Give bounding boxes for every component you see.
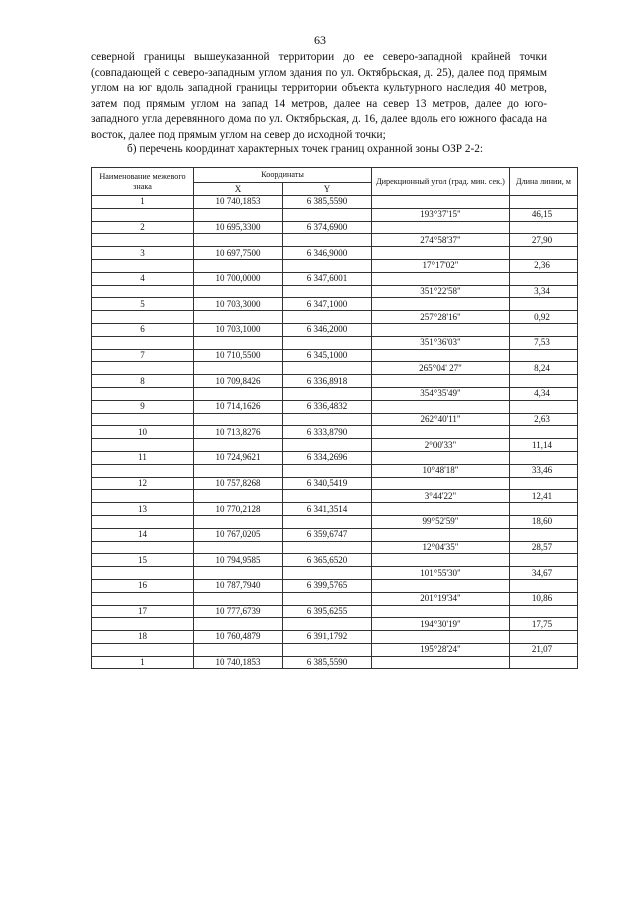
segment-angle-cell: 2°00'33" (372, 439, 510, 452)
empty-cell (510, 451, 578, 464)
segment-angle-cell: 101°55'30" (372, 567, 510, 580)
empty-cell (372, 196, 510, 209)
point-x-cell: 10 760,4879 (194, 631, 283, 644)
segment-length-cell: 27,90 (510, 234, 578, 247)
segment-angle-cell: 351°36'03" (372, 336, 510, 349)
segment-length-cell: 10,86 (510, 592, 578, 605)
table-row-point (92, 247, 578, 260)
empty-cell (510, 375, 578, 388)
table-row-point (92, 554, 578, 567)
empty-cell (372, 375, 510, 388)
point-x-cell: 10 740,1853 (194, 196, 283, 209)
empty-cell (92, 234, 194, 247)
point-y-cell: 6 399,5765 (283, 579, 372, 592)
point-x-cell: 10 703,1000 (194, 323, 283, 336)
header-angle: Дирекционный угол (град. мин. сек.) (372, 168, 510, 196)
point-x-cell: 10 794,9585 (194, 554, 283, 567)
empty-cell (92, 464, 194, 477)
empty-cell (283, 439, 372, 452)
segment-angle-cell: 257°28'16" (372, 311, 510, 324)
segment-length-cell: 3,34 (510, 285, 578, 298)
empty-cell (283, 464, 372, 477)
table-row-segment (92, 208, 578, 221)
point-y-cell: 6 395,6255 (283, 605, 372, 618)
empty-cell (283, 592, 372, 605)
empty-cell (92, 567, 194, 580)
point-name-cell: 7 (92, 349, 194, 362)
empty-cell (92, 285, 194, 298)
segment-angle-cell: 12°04'35" (372, 541, 510, 554)
point-y-cell: 6 385,5590 (283, 196, 372, 209)
empty-cell (194, 259, 283, 272)
segment-length-cell: 0,92 (510, 311, 578, 324)
empty-cell (92, 592, 194, 605)
point-name-cell: 15 (92, 554, 194, 567)
point-name-cell: 1 (92, 196, 194, 209)
segment-length-cell: 18,60 (510, 515, 578, 528)
empty-cell (194, 234, 283, 247)
point-y-cell: 6 336,8918 (283, 375, 372, 388)
empty-cell (283, 336, 372, 349)
empty-cell (372, 631, 510, 644)
point-y-cell: 6 359,6747 (283, 528, 372, 541)
table-row-segment (92, 362, 578, 375)
table-row-point (92, 196, 578, 209)
point-y-cell: 6 365,6520 (283, 554, 372, 567)
point-name-cell: 4 (92, 272, 194, 285)
table-row-segment (92, 413, 578, 426)
empty-cell (283, 618, 372, 631)
segment-angle-cell: 354°35'49" (372, 387, 510, 400)
table-row-segment (92, 490, 578, 503)
segment-angle-cell: 99°52'59" (372, 515, 510, 528)
point-name-cell: 2 (92, 221, 194, 234)
segment-angle-cell: 195°28'24" (372, 643, 510, 656)
segment-length-cell: 21,07 (510, 643, 578, 656)
table-row-point (92, 503, 578, 516)
point-x-cell: 10 697,7500 (194, 247, 283, 260)
empty-cell (92, 208, 194, 221)
empty-cell (283, 362, 372, 375)
empty-cell (283, 285, 372, 298)
header-length: Длина линии, м (510, 168, 578, 196)
empty-cell (194, 413, 283, 426)
point-x-cell: 10 703,3000 (194, 298, 283, 311)
point-name-cell: 17 (92, 605, 194, 618)
empty-cell (372, 247, 510, 260)
empty-cell (510, 631, 578, 644)
empty-cell (92, 490, 194, 503)
point-name-cell: 1 (92, 656, 194, 669)
empty-cell (372, 272, 510, 285)
empty-cell (194, 362, 283, 375)
empty-cell (372, 503, 510, 516)
segment-length-cell: 11,14 (510, 439, 578, 452)
segment-length-cell: 46,15 (510, 208, 578, 221)
empty-cell (92, 259, 194, 272)
point-y-cell: 6 341,3514 (283, 503, 372, 516)
empty-cell (510, 503, 578, 516)
empty-cell (372, 579, 510, 592)
point-y-cell: 6 336,4832 (283, 400, 372, 413)
empty-cell (510, 247, 578, 260)
point-x-cell: 10 713,8276 (194, 426, 283, 439)
table-row-segment (92, 515, 578, 528)
empty-cell (510, 349, 578, 362)
point-x-cell: 10 787,7940 (194, 579, 283, 592)
point-y-cell: 6 346,2000 (283, 323, 372, 336)
table-row-segment (92, 387, 578, 400)
empty-cell (510, 579, 578, 592)
table-row-point (92, 375, 578, 388)
table-row-segment (92, 311, 578, 324)
segment-length-cell: 4,34 (510, 387, 578, 400)
header-coordinates: Координаты (194, 168, 372, 183)
empty-cell (510, 656, 578, 669)
empty-cell (92, 413, 194, 426)
empty-cell (283, 567, 372, 580)
point-x-cell: 10 770,2128 (194, 503, 283, 516)
point-x-cell: 10 700,0000 (194, 272, 283, 285)
empty-cell (510, 400, 578, 413)
empty-cell (372, 349, 510, 362)
empty-cell (372, 656, 510, 669)
body-paragraph: северной границы вышеуказанной территории до ее северо-западной крайней точки (совпадающей с северо-западным углом здания по ул. Октябрьская, д. 25), далее под прямым углом на юг вдоль западной границы территории объекта культурного наследия 40 метров, затем под прямым углом на запад 14 метров, далее на север 13 метров, далее до юго-западного угла деревянного дома по ул. Октябрьская, д. 16, далее вдоль его южного фасада на восток, далее под прямым углом на север до исходной точки; (91, 51, 547, 141)
segment-angle-cell: 194°30'19" (372, 618, 510, 631)
empty-cell (194, 336, 283, 349)
segment-length-cell: 33,46 (510, 464, 578, 477)
empty-cell (92, 336, 194, 349)
point-x-cell: 10 709,8426 (194, 375, 283, 388)
segment-length-cell: 12,41 (510, 490, 578, 503)
empty-cell (194, 490, 283, 503)
segment-length-cell: 7,53 (510, 336, 578, 349)
segment-length-cell: 34,67 (510, 567, 578, 580)
table-row-point (92, 400, 578, 413)
table-body (92, 196, 578, 669)
header-y: Y (283, 183, 372, 196)
point-name-cell: 13 (92, 503, 194, 516)
empty-cell (194, 208, 283, 221)
empty-cell (510, 272, 578, 285)
point-y-cell: 6 334,2696 (283, 451, 372, 464)
point-y-cell: 6 345,1000 (283, 349, 372, 362)
table-row-segment (92, 618, 578, 631)
point-x-cell: 10 777,6739 (194, 605, 283, 618)
segment-angle-cell: 17°17'02" (372, 259, 510, 272)
table-row-point (92, 605, 578, 618)
empty-cell (194, 387, 283, 400)
empty-cell (283, 490, 372, 503)
empty-cell (194, 464, 283, 477)
empty-cell (92, 643, 194, 656)
segment-length-cell: 28,57 (510, 541, 578, 554)
table-row-point (92, 349, 578, 362)
table-row-point (92, 426, 578, 439)
empty-cell (283, 259, 372, 272)
empty-cell (283, 387, 372, 400)
table-row-point (92, 631, 578, 644)
point-name-cell: 11 (92, 451, 194, 464)
segment-angle-cell: 10°48'18" (372, 464, 510, 477)
empty-cell (194, 567, 283, 580)
empty-cell (283, 541, 372, 554)
table-row-point (92, 579, 578, 592)
empty-cell (372, 605, 510, 618)
segment-angle-cell: 201°19'34" (372, 592, 510, 605)
empty-cell (510, 605, 578, 618)
empty-cell (510, 426, 578, 439)
empty-cell (372, 528, 510, 541)
point-y-cell: 6 391,1792 (283, 631, 372, 644)
point-name-cell: 18 (92, 631, 194, 644)
empty-cell (92, 311, 194, 324)
page-number: 63 (314, 33, 326, 47)
segment-length-cell: 2,63 (510, 413, 578, 426)
table-row-segment (92, 336, 578, 349)
table-row-segment (92, 592, 578, 605)
point-x-cell: 10 767,0205 (194, 528, 283, 541)
table-row-point (92, 221, 578, 234)
point-x-cell: 10 710,5500 (194, 349, 283, 362)
empty-cell (92, 362, 194, 375)
empty-cell (194, 618, 283, 631)
empty-cell (92, 541, 194, 554)
segment-angle-cell: 3°44'22" (372, 490, 510, 503)
segment-angle-cell: 193°37'15" (372, 208, 510, 221)
point-name-cell: 6 (92, 323, 194, 336)
segment-length-cell: 2,36 (510, 259, 578, 272)
table-row-point (92, 298, 578, 311)
empty-cell (283, 208, 372, 221)
point-name-cell: 12 (92, 477, 194, 490)
point-x-cell: 10 714,1626 (194, 400, 283, 413)
point-y-cell: 6 333,8790 (283, 426, 372, 439)
header-name: Наименование межевого знака (92, 168, 194, 196)
empty-cell (372, 221, 510, 234)
empty-cell (92, 439, 194, 452)
point-y-cell: 6 347,6001 (283, 272, 372, 285)
point-y-cell: 6 385,5590 (283, 656, 372, 669)
point-x-cell: 10 757,8268 (194, 477, 283, 490)
empty-cell (194, 439, 283, 452)
empty-cell (283, 311, 372, 324)
empty-cell (372, 554, 510, 567)
segment-angle-cell: 351°22'58" (372, 285, 510, 298)
point-y-cell: 6 346,9000 (283, 247, 372, 260)
point-name-cell: 5 (92, 298, 194, 311)
empty-cell (510, 196, 578, 209)
empty-cell (510, 221, 578, 234)
empty-cell (372, 323, 510, 336)
empty-cell (194, 515, 283, 528)
empty-cell (372, 477, 510, 490)
point-x-cell: 10 724,9621 (194, 451, 283, 464)
segment-angle-cell: 265°04' 27" (372, 362, 510, 375)
table-row-segment (92, 439, 578, 452)
table-row-segment (92, 464, 578, 477)
table-row-point (92, 272, 578, 285)
empty-cell (510, 528, 578, 541)
table-row-segment (92, 234, 578, 247)
empty-cell (372, 426, 510, 439)
empty-cell (92, 515, 194, 528)
empty-cell (372, 451, 510, 464)
table-row-point (92, 323, 578, 336)
table-row-point (92, 477, 578, 490)
point-y-cell: 6 340,5419 (283, 477, 372, 490)
table-row-point (92, 528, 578, 541)
empty-cell (283, 413, 372, 426)
table-row-segment (92, 541, 578, 554)
point-name-cell: 8 (92, 375, 194, 388)
coordinates-table (91, 167, 578, 669)
point-x-cell: 10 695,3300 (194, 221, 283, 234)
segment-length-cell: 17,75 (510, 618, 578, 631)
empty-cell (510, 554, 578, 567)
point-name-cell: 9 (92, 400, 194, 413)
point-name-cell: 16 (92, 579, 194, 592)
table-row-segment (92, 643, 578, 656)
table-row-point (92, 451, 578, 464)
segment-angle-cell: 274°58'37" (372, 234, 510, 247)
empty-cell (92, 387, 194, 400)
table-row-segment (92, 259, 578, 272)
empty-cell (283, 515, 372, 528)
empty-cell (372, 298, 510, 311)
empty-cell (510, 298, 578, 311)
empty-cell (194, 592, 283, 605)
list-item-b: б) перечень координат характерных точек границ охранной зоны ОЗР 2-2: (127, 143, 484, 155)
table-row-segment (92, 567, 578, 580)
empty-cell (283, 643, 372, 656)
point-y-cell: 6 347,1000 (283, 298, 372, 311)
point-y-cell: 6 374,6900 (283, 221, 372, 234)
empty-cell (510, 323, 578, 336)
point-x-cell: 10 740,1853 (194, 656, 283, 669)
point-name-cell: 10 (92, 426, 194, 439)
empty-cell (283, 234, 372, 247)
point-name-cell: 14 (92, 528, 194, 541)
empty-cell (194, 285, 283, 298)
point-name-cell: 3 (92, 247, 194, 260)
segment-angle-cell: 262°40'11" (372, 413, 510, 426)
empty-cell (194, 541, 283, 554)
header-x: X (194, 183, 283, 196)
table-row-point (92, 656, 578, 669)
empty-cell (92, 618, 194, 631)
empty-cell (510, 477, 578, 490)
empty-cell (372, 400, 510, 413)
empty-cell (194, 311, 283, 324)
table-row-segment (92, 285, 578, 298)
empty-cell (194, 643, 283, 656)
segment-length-cell: 8,24 (510, 362, 578, 375)
